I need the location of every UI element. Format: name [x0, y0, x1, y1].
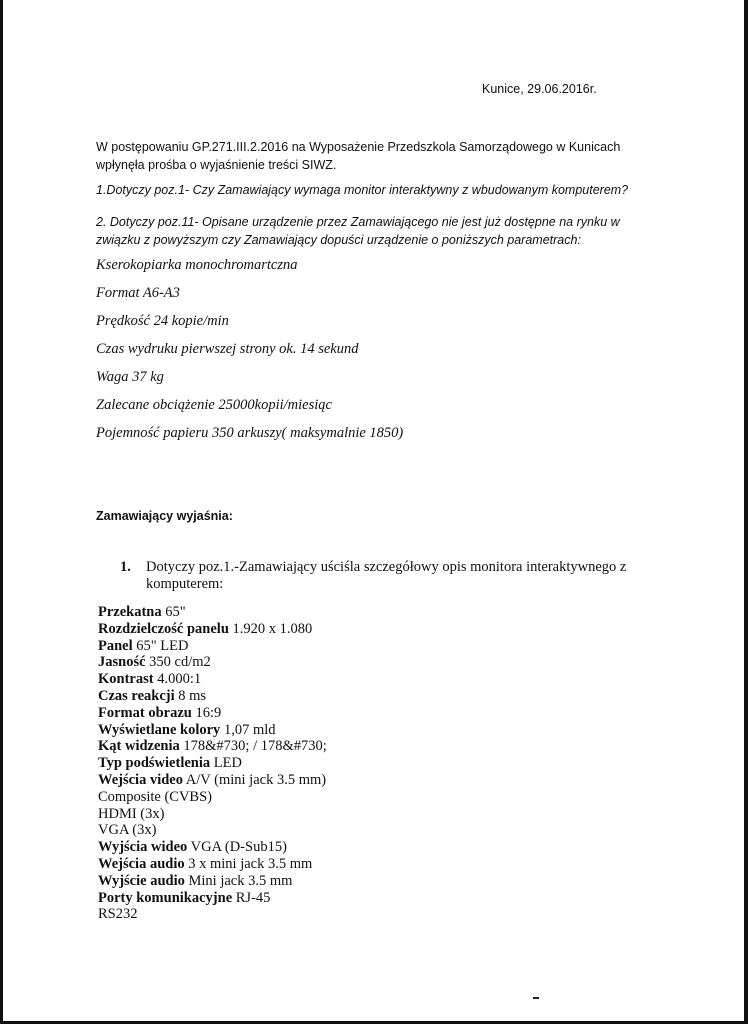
parameter-item: Prędkość 24 kopie/min	[96, 313, 229, 329]
spec-label: Kontrast	[98, 671, 154, 688]
parameter-item: Kserokopiarka monochromartczna	[96, 257, 298, 273]
spec-value: HDMI (3x)	[98, 805, 165, 822]
parameter-item: Pojemność papieru 350 arkuszy( maksymalnie 1850)	[96, 425, 404, 441]
spec-row	[98, 873, 327, 890]
spec-value: RS232	[98, 906, 138, 923]
scan-border-right	[744, 0, 748, 1024]
parameter-item: Zalecane obciążenie 25000kopii/miesiąc	[96, 397, 332, 413]
spec-value: VGA (3x)	[98, 822, 157, 839]
spec-row	[98, 688, 327, 705]
document-date: Kunice, 29.06.2016r.	[482, 82, 597, 96]
spec-row	[98, 604, 327, 621]
scan-border-left	[0, 0, 3, 1024]
parameter-item: Format A6-A3	[96, 285, 180, 301]
spec-value: 65"	[161, 604, 186, 620]
spec-value: Composite (CVBS)	[98, 788, 212, 805]
spec-value: 3 x mini jack 3.5 mm	[184, 855, 313, 872]
spec-label: Wejścia video	[98, 771, 183, 788]
spec-list	[98, 604, 327, 923]
spec-value: A/V (mini jack 3.5 mm)	[182, 771, 327, 788]
spec-row	[98, 806, 327, 823]
spec-label: Wejścia audio	[98, 855, 185, 872]
spec-row	[98, 839, 327, 856]
answer-heading: Zamawiający wyjaśnia:	[96, 509, 233, 523]
answer-item-1	[120, 559, 640, 593]
spec-row	[98, 722, 327, 739]
spec-row	[98, 822, 327, 839]
question-1: 1.Dotyczy poz.1- Czy Zamawiający wymaga monitor interaktywny z wbudowanym komputerem?	[96, 183, 629, 197]
spec-label: Wyjście audio	[98, 872, 185, 889]
spec-value: 8 ms	[174, 687, 207, 704]
spec-value: LED	[210, 755, 242, 772]
spec-row	[98, 772, 327, 789]
spec-value: 178&#730; / 178&#730;	[179, 738, 327, 755]
spec-label: Kąt widzenia	[98, 738, 180, 755]
spec-label: Przekatna	[98, 604, 162, 620]
spec-row	[98, 638, 327, 655]
spec-row	[98, 906, 327, 923]
spec-label: Jasność	[98, 654, 146, 671]
answer-item-text: Dotyczy poz.1.-Zamawiający uściśla szczegółowy opis monitora interaktywnego z komputerem:	[146, 559, 627, 592]
parameter-list	[96, 256, 403, 452]
spec-value: 1.920 x 1.080	[228, 620, 313, 637]
question-2: 2. Dotyczy poz.11- Opisane urządzenie przez Zamawiającego nie jest już dostępne na rynku w związku z powyższym czy Zamawiający dopuści urządzenie o poniższych parametrach:	[96, 215, 620, 247]
spec-label: Wyjścia wideo	[98, 839, 188, 856]
spec-value: RJ-45	[232, 889, 271, 906]
spec-value: 350 cd/m2	[145, 654, 211, 671]
spec-value: 16:9	[191, 704, 222, 721]
spec-value: 4.000:1	[153, 671, 202, 688]
parameter-item: Czas wydruku pierwszej strony ok. 14 sekund	[96, 341, 359, 357]
spec-row	[98, 755, 327, 772]
spec-label: Czas reakcji	[98, 687, 175, 704]
spec-value: VGA (D-Sub15)	[187, 839, 287, 856]
spec-label: Porty komunikacyjne	[98, 889, 233, 906]
spec-label: Panel	[98, 637, 133, 654]
spec-value: Mini jack 3.5 mm	[184, 872, 293, 889]
answer-item-number: 1.	[120, 559, 131, 575]
spec-row	[98, 671, 327, 688]
spec-value: 1,07 mld	[220, 721, 276, 738]
spec-row	[98, 789, 327, 806]
spec-row	[98, 890, 327, 907]
spec-row	[98, 654, 327, 671]
intro-paragraph: W postępowaniu GP.271.III.2.2016 na Wyposażenie Przedszkola Samorządowego w Kunicach wpłynęła prośba o wyjaśnienie treści SIWZ.	[96, 140, 621, 172]
spec-label: Rozdzielczość panelu	[98, 620, 229, 637]
spec-value: 65" LED	[132, 637, 189, 654]
parameter-item: Waga 37 kg	[96, 369, 164, 385]
spec-row	[98, 621, 327, 638]
spec-label: Wyświetlane kolory	[98, 721, 221, 738]
spec-row	[98, 705, 327, 722]
spec-row	[98, 738, 327, 755]
spec-row	[98, 856, 327, 873]
spec-label: Format obrazu	[98, 704, 192, 721]
spec-label: Typ podświetlenia	[98, 755, 211, 772]
scan-mark	[533, 997, 539, 999]
